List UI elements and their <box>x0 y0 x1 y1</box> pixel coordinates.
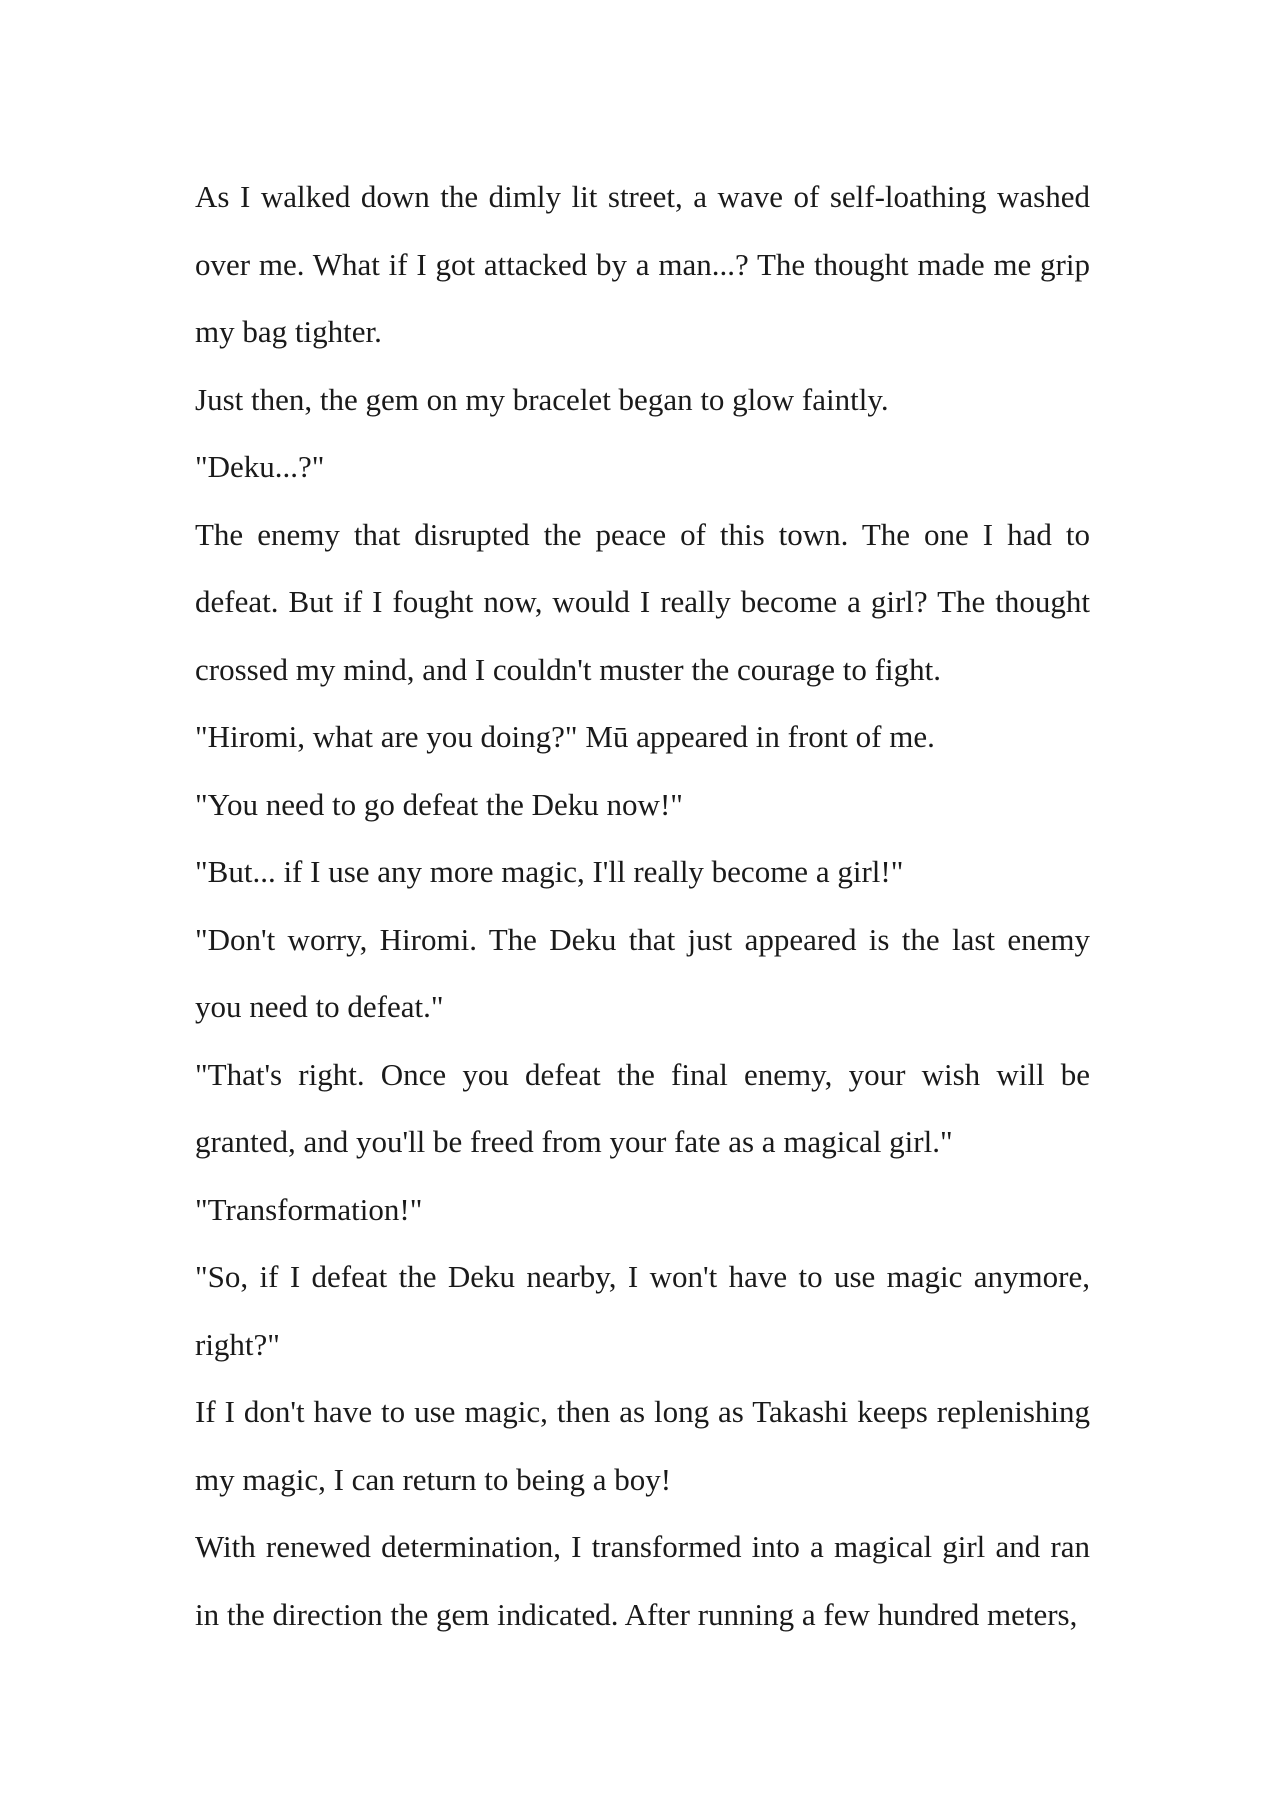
story-text <box>195 163 1090 1648</box>
paragraph-last-enemy: "Don't worry, Hiromi. The Deku that just appeared is the last enemy you need to defeat." <box>195 921 1090 1024</box>
paragraph-more-magic: "But... if I use any more magic, I'll really become a girl!" <box>195 854 904 889</box>
paragraph-enemy: The enemy that disrupted the peace of this town. The one I had to defeat. But if I fought now, would I really become a girl? The thought crossed my mind, and I couldn't muster the courage to fight. <box>195 516 1090 687</box>
paragraph-renewed-determination: With renewed determination, I transformed into a magical girl and ran in the direction the gem indicated. After running a few hundred meters, <box>195 1529 1090 1632</box>
paragraph-self-loathing: As I walked down the dimly lit street, a wave of self-loathing washed over me. What if I got attacked by a man...? The thought made me grip my bag tighter. <box>195 179 1090 349</box>
paragraph-transformation: "Transformation!" <box>195 1191 423 1227</box>
paragraph-return-boy: If I don't have to use magic, then as long as Takashi keeps replenishing my magic, I can return to being a boy! <box>195 1394 1090 1497</box>
paragraph-wish-granted: "That's right. Once you defeat the final enemy, your wish will be granted, and you'll be freed from your fate as a magical girl." <box>195 1056 1090 1159</box>
paragraph-defeat-now: "You need to go defeat the Deku now!" <box>195 786 683 822</box>
paragraph-no-more-magic: "So, if I defeat the Deku nearby, I won't have to use magic anymore, right?" <box>195 1259 1090 1362</box>
paragraph-mu-appears: "Hiromi, what are you doing?" Mū appeared in front of me. <box>195 719 935 754</box>
paragraph-deku-question: "Deku...?" <box>195 449 325 484</box>
paragraph-gem-glow: Just then, the gem on my bracelet began to glow faintly. <box>195 381 889 417</box>
